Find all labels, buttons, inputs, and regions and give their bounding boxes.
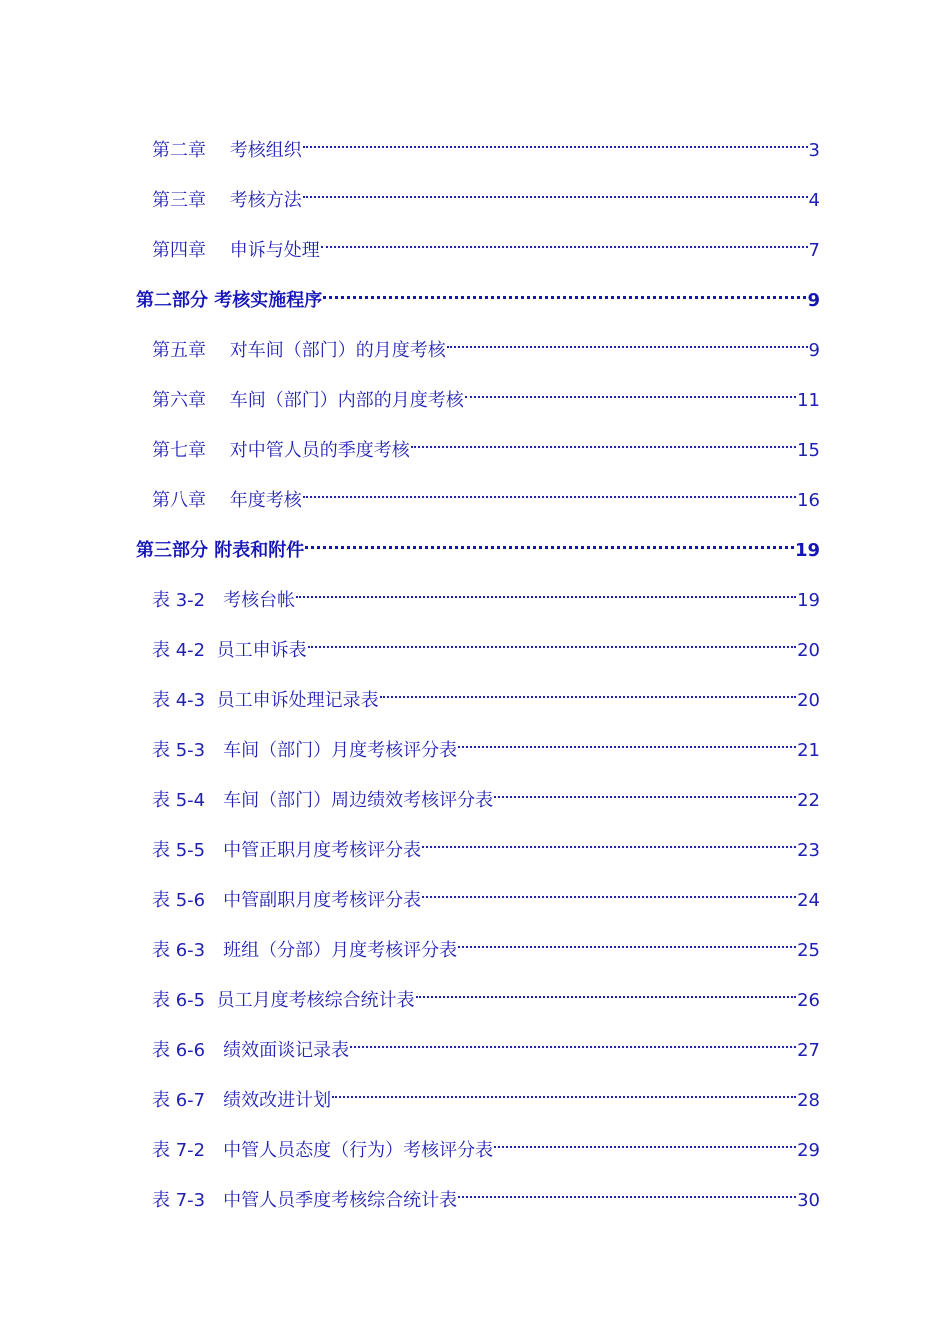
toc-entry-page: 9 [807,290,820,311]
toc-entry[interactable] [152,126,820,161]
toc-entry-page: 19 [797,590,820,611]
toc-leader-dots [494,776,796,806]
toc-entry-label: 表 6-6 绩效面谈记录表 [152,1040,350,1061]
toc-entry[interactable] [152,1126,820,1161]
toc-entry-label: 表 5-6 中管副职月度考核评分表 [152,890,422,911]
toc-entry-page: 28 [797,1090,820,1111]
toc-entry[interactable] [152,476,820,511]
toc-entry-label: 第四章 申诉与处理 [152,240,320,261]
toc-entry[interactable] [152,326,820,361]
toc-leader-dots [458,1176,796,1206]
toc-leader-dots [494,1126,796,1156]
toc-entry-label: 表 4-3 员工申诉处理记录表 [152,690,379,711]
toc-entry[interactable] [152,876,820,911]
toc-entry[interactable] [152,926,820,961]
toc-entry-label: 第二章 考核组织 [152,140,302,161]
toc-entry-label: 表 5-3 车间（部门）月度考核评分表 [152,740,458,761]
toc-entry[interactable] [152,576,820,611]
toc-entry-page: 23 [797,840,820,861]
toc-entry-page: 16 [797,490,820,511]
toc-leader-dots [305,526,794,556]
toc-entry[interactable] [152,976,820,1011]
toc-leader-dots [411,426,796,456]
toc-entry-page: 11 [797,390,820,411]
toc-entry-page: 4 [808,190,820,211]
toc-entry[interactable] [152,776,820,811]
toc-entry-page: 24 [797,890,820,911]
toc-entry[interactable] [152,726,820,761]
toc-entry-page: 7 [808,240,820,261]
toc-entry-page: 20 [797,690,820,711]
toc-entry-label: 表 7-3 中管人员季度考核综合统计表 [152,1190,458,1211]
toc-part-entry[interactable] [136,276,820,311]
toc-part-entry[interactable] [136,526,820,561]
toc-entry-label: 第五章 对车间（部门）的月度考核 [152,340,446,361]
toc-leader-dots [422,876,796,906]
toc-leader-dots [332,1076,796,1106]
toc-entry-label: 第七章 对中管人员的季度考核 [152,440,410,461]
toc-leader-dots [350,1026,796,1056]
toc-entry-label: 表 3-2 考核台帐 [152,590,296,611]
toc-entry-label: 表 5-4 车间（部门）周边绩效考核评分表 [152,790,494,811]
toc-leader-dots [303,476,796,506]
toc-entry-page: 9 [808,340,820,361]
toc-entry-label: 表 6-7 绩效改进计划 [152,1090,332,1111]
toc-entry-page: 27 [797,1040,820,1061]
toc-entry-label: 表 4-2 员工申诉表 [152,640,307,661]
toc-entry-label: 第三部分 附表和附件 [136,540,305,561]
toc-entry-label: 第六章 车间（部门）内部的月度考核 [152,390,464,411]
toc-leader-dots [303,126,808,156]
toc-leader-dots [422,826,796,856]
toc-entry-label: 表 6-3 班组（分部）月度考核评分表 [152,940,458,961]
toc-leader-dots [458,926,796,956]
toc-entry[interactable] [152,426,820,461]
toc-entry-page: 25 [797,940,820,961]
toc-leader-dots [416,976,797,1006]
toc-entry-page: 21 [797,740,820,761]
toc-entry-page: 3 [808,140,820,161]
toc-entry-page: 29 [797,1140,820,1161]
toc-entry[interactable] [152,376,820,411]
toc-entry-page: 19 [794,540,820,561]
toc-entry-label: 第八章 年度考核 [152,490,302,511]
toc-entry[interactable] [152,1026,820,1061]
toc-leader-dots [303,176,808,206]
toc-leader-dots [296,576,796,606]
toc-entry-label: 表 6-5 员工月度考核综合统计表 [152,990,415,1011]
toc-entry[interactable] [152,176,820,211]
toc-leader-dots [447,326,808,356]
toc-entry-page: 15 [797,440,820,461]
toc-entry-page: 20 [797,640,820,661]
toc-entry[interactable] [152,626,820,661]
toc-entry-label: 第二部分 考核实施程序 [136,290,323,311]
toc-entry-label: 第三章 考核方法 [152,190,302,211]
toc-leader-dots [458,726,796,756]
toc-entry-label: 表 7-2 中管人员态度（行为）考核评分表 [152,1140,494,1161]
toc-entry[interactable] [152,1076,820,1111]
toc-leader-dots [321,226,808,256]
toc-entry-label: 表 5-5 中管正职月度考核评分表 [152,840,422,861]
toc-entry-page: 30 [797,1190,820,1211]
toc-entry-page: 22 [797,790,820,811]
toc-entry[interactable] [152,826,820,861]
toc-entry[interactable] [152,226,820,261]
toc-leader-dots [465,376,796,406]
toc-leader-dots [380,676,797,706]
toc-entry[interactable] [152,676,820,711]
toc-leader-dots [308,626,797,656]
toc-leader-dots [323,276,806,306]
toc-entry-page: 26 [797,990,820,1011]
toc-entry[interactable] [152,1176,820,1211]
